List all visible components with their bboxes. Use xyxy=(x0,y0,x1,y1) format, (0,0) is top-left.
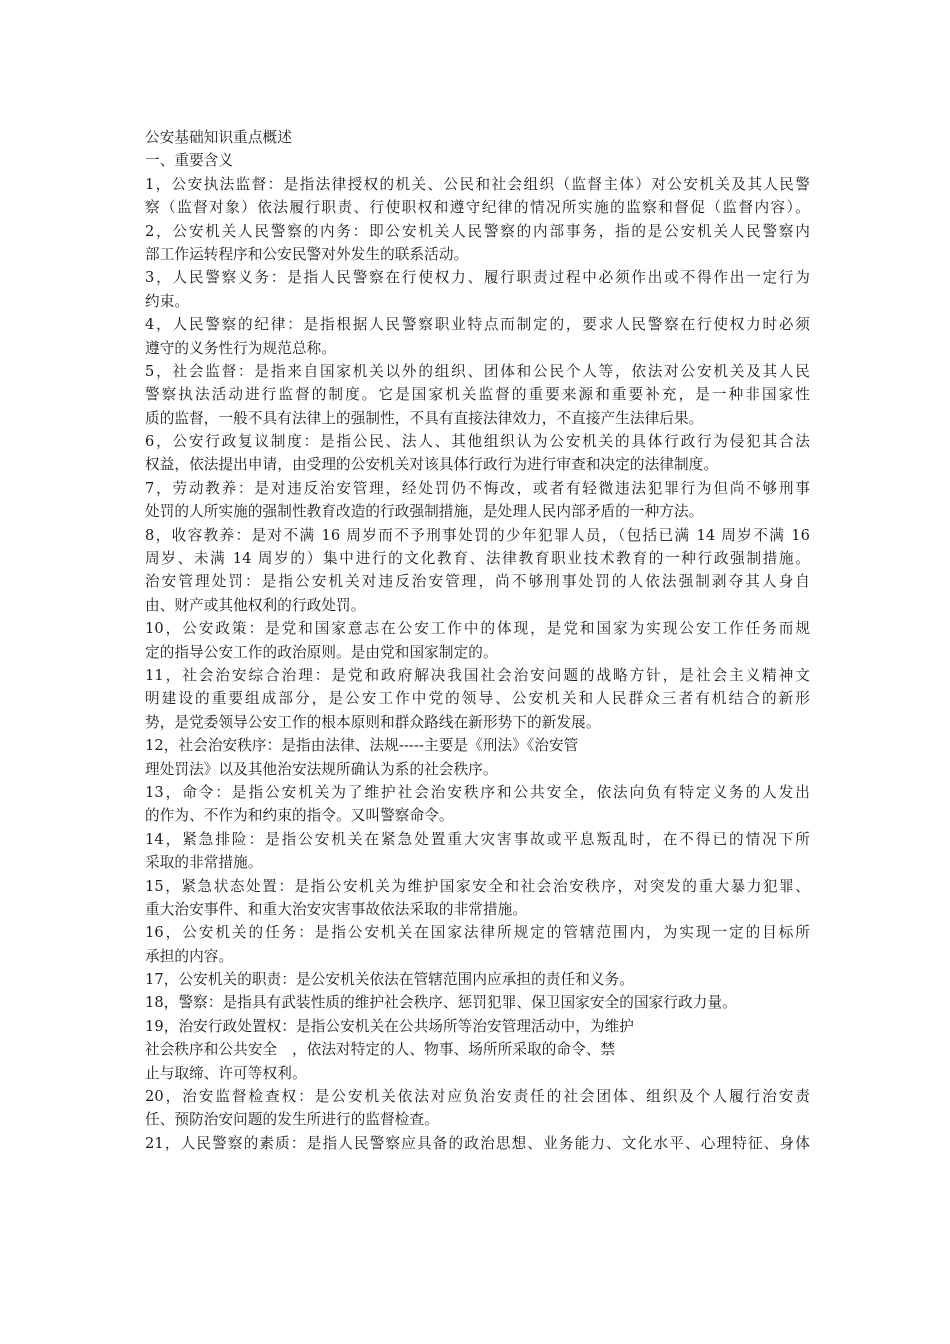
text-line: 承担的内容。 xyxy=(145,947,234,965)
text-line: 14，紧急排险：是指公安机关在紧急处置重大灾害事故或平息叛乱时，在不得已的情况下所 xyxy=(145,830,810,848)
text-line: 治安管理处罚：是指公安机关对违反治安管理，尚不够刑事处罚的人依法强制剥夺其人身自 xyxy=(145,573,810,591)
text-line: 质的监督，一般不具有法律上的强制性，不具有直接法律效力，不直接产生法律后果。 xyxy=(145,409,704,427)
text-line: 明建设的重要组成部分，是公安工作中党的领导、公安机关和人民群众三者有机结合的新形 xyxy=(145,690,810,708)
text-line: 察（监督对象）依法履行职责、行使职权和遵守纪律的情况所实施的监察和督促（监督内容）。 xyxy=(145,199,810,217)
text-line: 警察执法活动进行监督的制度。它是国家机关监督的重要来源和重要补充，是一种非国家性 xyxy=(145,386,810,404)
text-line: 任、预防治安问题的发生所进行的监督检查。 xyxy=(145,1111,439,1129)
text-line: 2，公安机关人民警察的内务：即公安机关人民警察的内部事务，指的是公安机关人民警察内 xyxy=(145,222,810,240)
text-line: 一、重要含义 xyxy=(145,152,234,170)
text-line: 10，公安政策：是党和国家意志在公安工作中的体现，是党和国家为实现公安工作任务而规 xyxy=(145,620,810,638)
text-line: 8，收容教养：是对不满 16 周岁而不予刑事处罚的少年犯罪人员，（包括已满 14 周岁不满 16 xyxy=(145,526,810,544)
text-line: 重大治安事件、和重大治安灾害事故依法采取的非常措施。 xyxy=(145,900,528,918)
text-line: 6，公安行政复议制度：是指公民、法人、其他组织认为公安机关的具体行政行为侵犯其合法 xyxy=(145,433,810,451)
document-page xyxy=(145,126,810,1155)
text-line: 7，劳动教养：是对违反治安管理，经处罚仍不悔改，或者有轻微违法犯罪行为但尚不够刑事 xyxy=(145,479,810,497)
text-line: 16，公安机关的任务：是指公安机关在国家法律所规定的管辖范围内，为实现一定的目标所 xyxy=(145,924,810,942)
text-line: 定的指导公安工作的政治原则。是由党和国家制定的。 xyxy=(145,643,498,661)
text-line: 3，人民警察义务：是指人民警察在行使权力、履行职责过程中必须作出或不得作出一定行为 xyxy=(145,269,810,287)
text-line: 11，社会治安综合治理：是党和政府解决我国社会治安问题的战略方针，是社会主义精神文 xyxy=(145,666,810,684)
text-line: 13，命令：是指公安机关为了维护社会治安秩序和公共安全，依法向负有特定义务的人发出 xyxy=(145,783,810,801)
text-line: 5，社会监督：是指来自国家机关以外的组织、团体和公民个人等，依法对公安机关及其人民 xyxy=(145,362,810,380)
text-line: 17，公安机关的职责：是公安机关依法在管辖范围内应承担的责任和义务。 xyxy=(145,971,634,989)
text-line: 权益，依法提出申请，由受理的公安机关对该具体行政行为进行审查和决定的法律制度。 xyxy=(145,456,719,474)
text-line: 12，社会治安秩序：是指由法律、法规-----主要是《刑法》《治安管 xyxy=(145,737,579,755)
text-line: 部工作运转程序和公安民警对外发生的联系活动。 xyxy=(145,245,469,263)
text-line: 周岁、未满 14 周岁的）集中进行的文化教育、法律教育职业技术教育的一种行政强制措施。 xyxy=(145,550,810,568)
text-line: 理处罚法》以及其他治安法规所确认为系的社会秩序。 xyxy=(145,760,498,778)
text-line: 18，警察：是指具有武装性质的维护社会秩序、惩罚犯罪、保卫国家安全的国家行政力量。 xyxy=(145,994,737,1012)
text-line: 处罚的人所实施的强制性教育改造的行政强制措施，是处理人民内部矛盾的一种方法。 xyxy=(145,503,704,521)
text-line: 止与取缔、许可等权利。 xyxy=(145,1064,307,1082)
text-line: 由、财产或其他权利的行政处罚。 xyxy=(145,596,366,614)
text-line: 社会秩序和公共安全 ，依法对特定的人、物事、场所所采取的命令、禁 xyxy=(145,1041,616,1059)
text-line: 19，治安行政处置权：是指公安机关在公共场所等治安管理活动中，为维护 xyxy=(145,1017,634,1035)
document-title: 公安基础知识重点概述 xyxy=(145,129,292,146)
text-line: 采取的非常措施。 xyxy=(145,854,263,872)
text-line: 20，治安监督检查权：是公安机关依法对应负治安责任的社会团体、组织及个人履行治安责 xyxy=(145,1088,810,1106)
text-line: 4，人民警察的纪律：是指根据人民警察职业特点而制定的，要求人民警察在行使权力时必须 xyxy=(145,316,810,334)
text-line: 势，是党委领导公安工作的根本原则和群众路线在新形势下的新发展。 xyxy=(145,713,601,731)
text-line: 21，人民警察的素质：是指人民警察应具备的政治思想、业务能力、文化水平、心理特征、身体 xyxy=(145,1134,810,1152)
text-line: 约束。 xyxy=(145,292,190,310)
text-line: 遵守的义务性行为规范总称。 xyxy=(145,339,337,357)
text-line: 的作为、不作为和约束的指令。又叫警察命令。 xyxy=(145,807,454,825)
text-line: 1，公安执法监督：是指法律授权的机关、公民和社会组织（监督主体）对公安机关及其人民警 xyxy=(145,175,810,193)
text-line: 15，紧急状态处置：是指公安机关为维护国家安全和社会治安秩序，对突发的重大暴力犯罪、 xyxy=(145,877,810,895)
